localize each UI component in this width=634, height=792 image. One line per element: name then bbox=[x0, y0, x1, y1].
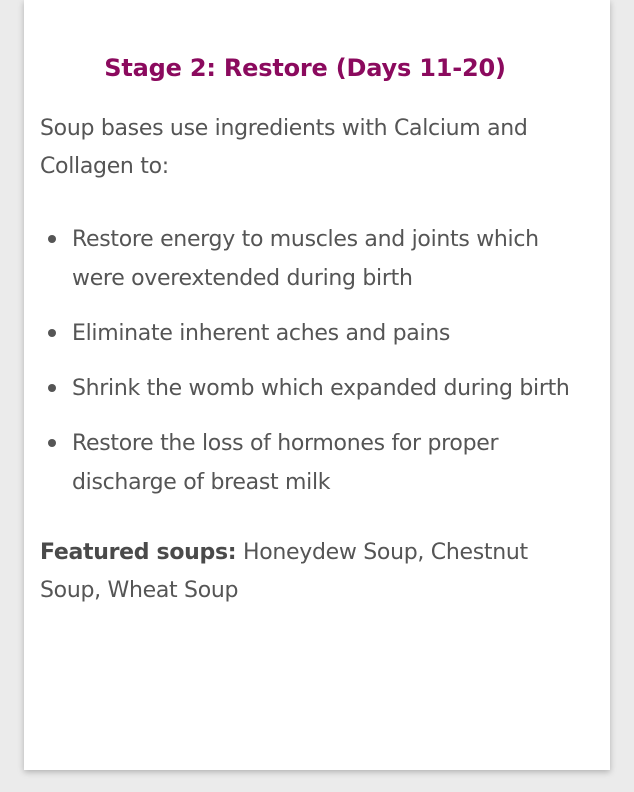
stage-title: Stage 2: Restore (Days 11-20) bbox=[104, 54, 506, 82]
list-item-text: Restore energy to muscles and joints which were overextended during birth bbox=[72, 227, 539, 291]
benefits-list bbox=[40, 220, 570, 502]
intro-text: Soup bases use ingredients with Calcium and Collagen to: bbox=[40, 116, 528, 179]
bullet-icon bbox=[48, 235, 56, 243]
list-item-text: Eliminate inherent aches and pains bbox=[72, 321, 451, 346]
list-item-text: Shrink the womb which expanded during birth bbox=[72, 376, 570, 401]
list-item bbox=[40, 220, 570, 298]
featured-soups-label: Featured soups: bbox=[40, 540, 237, 565]
list-item bbox=[40, 369, 570, 408]
list-item-text: Restore the loss of hormones for proper discharge of breast milk bbox=[72, 431, 499, 495]
list-item bbox=[40, 424, 570, 502]
featured-soups-text: Honeydew Soup, Chestnut Soup, Wheat Soup bbox=[40, 540, 528, 603]
content-card bbox=[24, 0, 610, 770]
bullet-icon bbox=[48, 384, 56, 392]
bullet-icon bbox=[48, 439, 56, 447]
list-item bbox=[40, 314, 570, 353]
bullet-icon bbox=[48, 329, 56, 337]
featured-soups bbox=[40, 534, 570, 610]
